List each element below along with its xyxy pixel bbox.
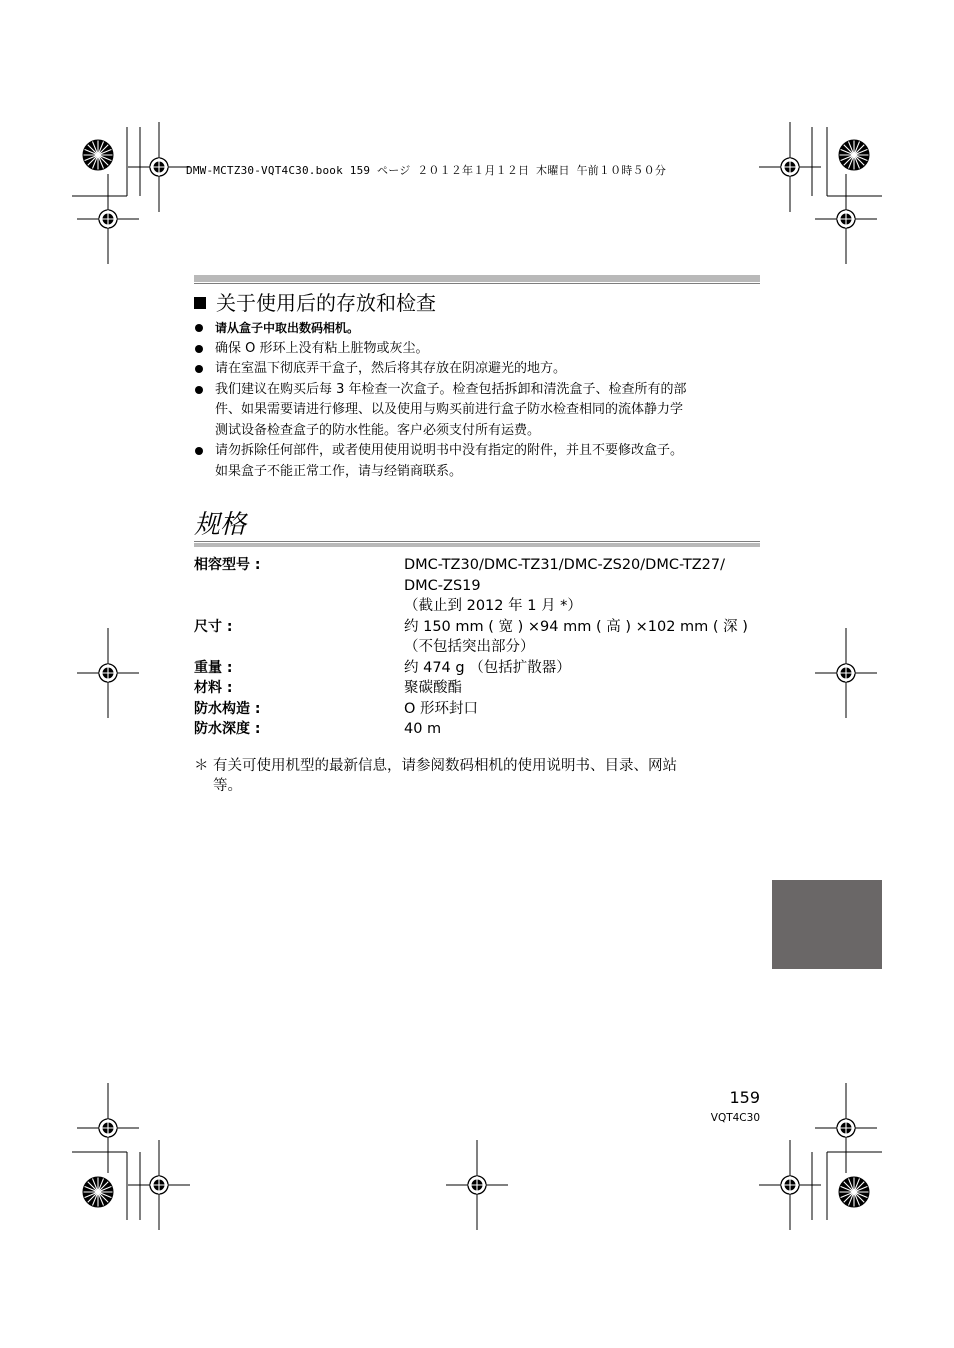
care-item-continuation: 如果盒子不能正常工作，请与经销商联系。 bbox=[215, 463, 463, 479]
spec-label: 防水构造 : bbox=[194, 700, 261, 717]
specs-rule-thin bbox=[194, 541, 760, 542]
spec-value: 40 m bbox=[404, 721, 442, 737]
specs-title: 规格 bbox=[194, 510, 247, 540]
footnote-text: 有关可使用机型的最新信息，请参阅数码相机的使用说明书、目录、网站 等。 bbox=[213, 758, 677, 794]
spec-label: 尺寸 : bbox=[194, 618, 233, 635]
bullet-icon bbox=[195, 324, 203, 332]
spec-label: 材料 : bbox=[194, 680, 233, 696]
care-item: 请从盒子中取出数码相机。 bbox=[194, 318, 754, 339]
section-tab-marker bbox=[772, 880, 882, 969]
care-item: 请勿拆除任何部件，或者使用使用说明书中没有指定的附件，并且不要修改盒子。 bbox=[194, 441, 754, 462]
spec-label: 重量 : bbox=[194, 659, 233, 676]
bullet-icon bbox=[195, 447, 203, 455]
care-item: 请在室温下彻底弄干盒子，然后将其存放在阴凉避光的地方。 bbox=[194, 359, 754, 380]
care-item: 我们建议在购买后每 3 年检查一次盒子。检查包括拆卸和清洗盒子、检查所有的部 bbox=[194, 380, 754, 401]
bullet-icon bbox=[195, 345, 203, 353]
spec-value: 约 474 g （包括扩散器） bbox=[404, 659, 571, 676]
specs-table bbox=[194, 555, 760, 740]
spec-row bbox=[194, 617, 760, 658]
bullet-icon bbox=[195, 386, 203, 394]
care-item-continuation: 测试设备检查盒子的防水性能。客户必须支付所有运费。 bbox=[215, 422, 541, 438]
care-list bbox=[194, 318, 754, 482]
spec-label: 相容型号 : bbox=[194, 557, 261, 573]
spec-value: DMC-TZ30/DMC-TZ31/DMC-ZS20/DMC-TZ27/ DMC-ZS19 （截止到 2012 年 1 月 *） bbox=[404, 557, 725, 614]
print-header: DMW-MCTZ30-VQT4C30.book 159 ページ ２０１２年１月１２日 木曜日 午前１０時５０分 bbox=[186, 164, 667, 177]
spec-row bbox=[194, 699, 760, 720]
footnote-mark: ＊ bbox=[194, 758, 209, 774]
spec-label: 防水深度 : bbox=[194, 721, 261, 737]
care-heading bbox=[194, 290, 436, 316]
spec-value: 聚碳酸酯 bbox=[404, 680, 462, 696]
square-bullet-icon bbox=[194, 297, 206, 309]
section-rule-top bbox=[194, 275, 760, 282]
section-rule-thin bbox=[194, 283, 760, 284]
care-heading-text: 关于使用后的存放和检查 bbox=[216, 291, 436, 315]
spec-value: O 形环封口 bbox=[404, 700, 479, 717]
care-item-continuation: 件、如果需要请进行修理、以及使用与购买前进行盒子防水检查相同的流体静力学 bbox=[215, 402, 684, 417]
bullet-icon bbox=[195, 365, 203, 373]
specs-rule-bar bbox=[194, 543, 760, 547]
spec-row bbox=[194, 555, 760, 617]
document-code: VQT4C30 bbox=[710, 1112, 760, 1124]
care-item: 确保 O 形环上没有粘上脏物或灰尘。 bbox=[194, 339, 754, 360]
spec-row bbox=[194, 719, 760, 740]
footnote bbox=[194, 756, 754, 796]
spec-value: 约 150 mm ( 宽 ) ×94 mm ( 高 ) ×102 mm ( 深 ) （不包括突出部分） bbox=[404, 618, 748, 655]
spec-row bbox=[194, 658, 760, 679]
spec-row bbox=[194, 678, 760, 699]
page-number: 159 bbox=[729, 1088, 760, 1107]
